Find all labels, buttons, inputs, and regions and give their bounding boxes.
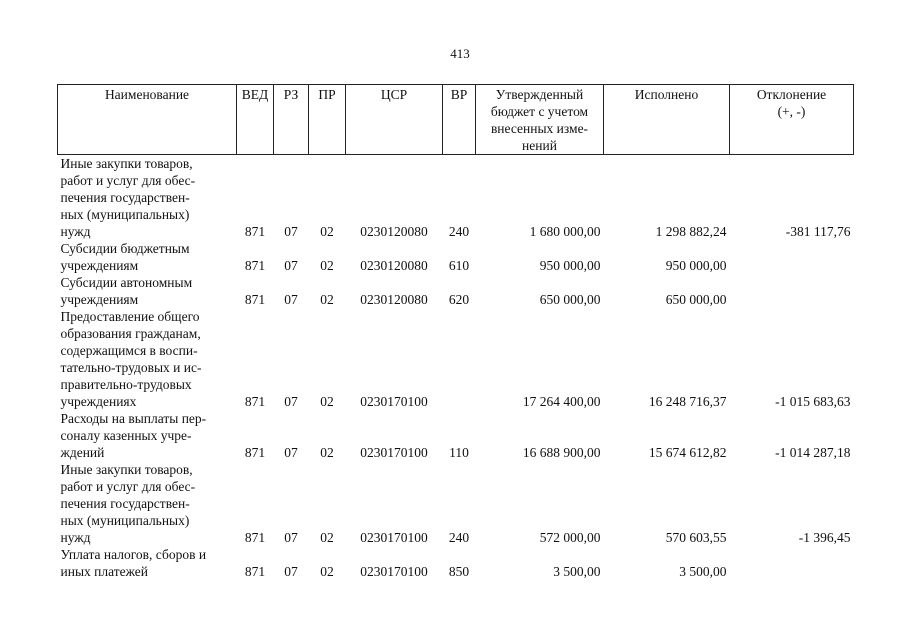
cell-pr: 02 <box>320 394 334 409</box>
cell-name-line: нужд <box>60 530 91 545</box>
cell-name <box>58 155 237 241</box>
cell-name <box>58 240 237 274</box>
cell-ved: 871 <box>244 224 266 239</box>
cell-name-line: соналу казенных учре- <box>60 428 192 443</box>
cell-rz: 07 <box>284 445 298 460</box>
cell-vr: 620 <box>448 292 470 307</box>
header-row <box>58 85 854 155</box>
cell-ved: 871 <box>244 530 266 545</box>
cell-vr: 240 <box>448 224 470 239</box>
col-header-rz: РЗ <box>274 85 309 155</box>
cell-name-line: тательно-трудовых и ис- <box>60 360 202 375</box>
cell-deviation: -1 396,45 <box>798 530 851 545</box>
cell-approved: 17 264 400,00 <box>522 394 601 409</box>
cell-deviation: -1 014 287,18 <box>775 445 851 460</box>
table-row <box>58 410 854 461</box>
cell-name-line: правительно-трудовых <box>60 377 192 392</box>
cell-name-line: Иные закупки товаров, <box>60 156 193 171</box>
col-header-deviation-line: (+, -) <box>777 104 806 119</box>
table-row <box>58 274 854 308</box>
cell-vr: 110 <box>449 445 469 460</box>
cell-csr: 0230120080 <box>360 258 428 273</box>
cell-pr: 02 <box>320 258 334 273</box>
cell-pr: 02 <box>320 530 334 545</box>
cell-rz: 07 <box>284 292 298 307</box>
cell-rz: 07 <box>284 224 298 239</box>
table-row <box>58 240 854 274</box>
cell-name-line: Субсидии автономным <box>60 275 193 290</box>
col-header-deviation <box>730 85 854 155</box>
cell-name-line: печения государствен- <box>60 190 190 205</box>
cell-rz: 07 <box>284 530 298 545</box>
cell-pr: 02 <box>320 564 334 579</box>
col-header-deviation-line: Отклонение <box>756 87 827 102</box>
col-header-pr: ПР <box>309 85 346 155</box>
cell-name-line: содержащимся в воспи- <box>60 343 198 358</box>
cell-executed: 650 000,00 <box>665 292 727 307</box>
cell-pr: 02 <box>320 224 334 239</box>
cell-ved: 871 <box>244 445 266 460</box>
cell-approved: 650 000,00 <box>539 292 601 307</box>
col-header-ved: ВЕД <box>237 85 274 155</box>
table-row <box>58 308 854 410</box>
table-row <box>58 461 854 546</box>
col-header-csr: ЦСР <box>346 85 443 155</box>
cell-csr: 0230170100 <box>360 394 428 409</box>
cell-csr: 0230170100 <box>360 564 428 579</box>
cell-name-line: Субсидии бюджетным <box>60 241 190 256</box>
cell-name-line: Иные закупки товаров, <box>60 462 193 477</box>
cell-name-line: работ и услуг для обес- <box>60 173 196 188</box>
cell-ved: 871 <box>244 258 266 273</box>
cell-rz: 07 <box>284 258 298 273</box>
cell-executed: 3 500,00 <box>679 564 727 579</box>
cell-name <box>58 410 237 461</box>
cell-pr: 02 <box>320 292 334 307</box>
cell-name-line: иных платежей <box>60 564 149 579</box>
cell-name-line: ных (муниципальных) <box>60 513 190 528</box>
cell-executed: 15 674 612,82 <box>648 445 727 460</box>
page-number: 413 <box>450 46 470 61</box>
col-header-approved-line: внесенных изме- <box>490 121 589 136</box>
col-header-approved <box>476 85 604 155</box>
cell-approved: 950 000,00 <box>539 258 601 273</box>
cell-approved: 1 680 000,00 <box>529 224 601 239</box>
cell-executed: 1 298 882,24 <box>655 224 727 239</box>
cell-csr: 0230170100 <box>360 530 428 545</box>
cell-approved: 16 688 900,00 <box>522 445 601 460</box>
cell-name-line: нужд <box>60 224 91 239</box>
cell-name <box>58 546 237 580</box>
cell-approved: 572 000,00 <box>539 530 601 545</box>
cell-name-line: учреждениям <box>60 292 139 307</box>
cell-csr: 0230170100 <box>360 445 428 460</box>
cell-name-line: печения государствен- <box>60 496 190 511</box>
cell-name-line: Расходы на выплаты пер- <box>60 411 207 426</box>
budget-table <box>57 84 854 580</box>
cell-deviation <box>730 240 854 274</box>
cell-approved: 3 500,00 <box>553 564 601 579</box>
col-header-executed: Исполнено <box>604 85 730 155</box>
col-header-name: Наименование <box>58 85 237 155</box>
cell-name-line: ждений <box>60 445 105 460</box>
cell-vr: 850 <box>448 564 470 579</box>
table-row <box>58 155 854 241</box>
cell-deviation <box>730 546 854 580</box>
cell-vr <box>443 308 476 410</box>
cell-ved: 871 <box>244 394 266 409</box>
cell-name-line: Предоставление общего <box>60 309 200 324</box>
cell-deviation: -1 015 683,63 <box>775 394 851 409</box>
cell-ved: 871 <box>244 292 266 307</box>
cell-vr: 240 <box>448 530 470 545</box>
col-header-approved-line: нений <box>522 138 557 153</box>
cell-deviation: -381 117,76 <box>785 224 851 239</box>
cell-name-line: ных (муниципальных) <box>60 207 190 222</box>
col-header-approved-line: бюджет с учетом <box>490 104 589 119</box>
cell-name-line: учреждениях <box>60 394 137 409</box>
cell-name <box>58 461 237 546</box>
cell-rz: 07 <box>284 564 298 579</box>
table-row <box>58 546 854 580</box>
cell-executed: 950 000,00 <box>665 258 727 273</box>
cell-ved: 871 <box>244 564 266 579</box>
cell-name-line: учреждениям <box>60 258 139 273</box>
cell-name <box>58 308 237 410</box>
cell-csr: 0230120080 <box>360 224 428 239</box>
cell-name-line: Уплата налогов, сборов и <box>60 547 207 562</box>
cell-csr: 0230120080 <box>360 292 428 307</box>
cell-executed: 570 603,55 <box>665 530 727 545</box>
col-header-approved-line: Утвержденный <box>495 87 584 102</box>
cell-executed: 16 248 716,37 <box>648 394 727 409</box>
col-header-vr: ВР <box>443 85 476 155</box>
cell-name-line: работ и услуг для обес- <box>60 479 196 494</box>
table-body <box>58 155 854 581</box>
cell-vr: 610 <box>448 258 470 273</box>
cell-pr: 02 <box>320 445 334 460</box>
cell-name <box>58 274 237 308</box>
cell-rz: 07 <box>284 394 298 409</box>
cell-name-line: образования гражданам, <box>60 326 201 341</box>
cell-deviation <box>730 274 854 308</box>
